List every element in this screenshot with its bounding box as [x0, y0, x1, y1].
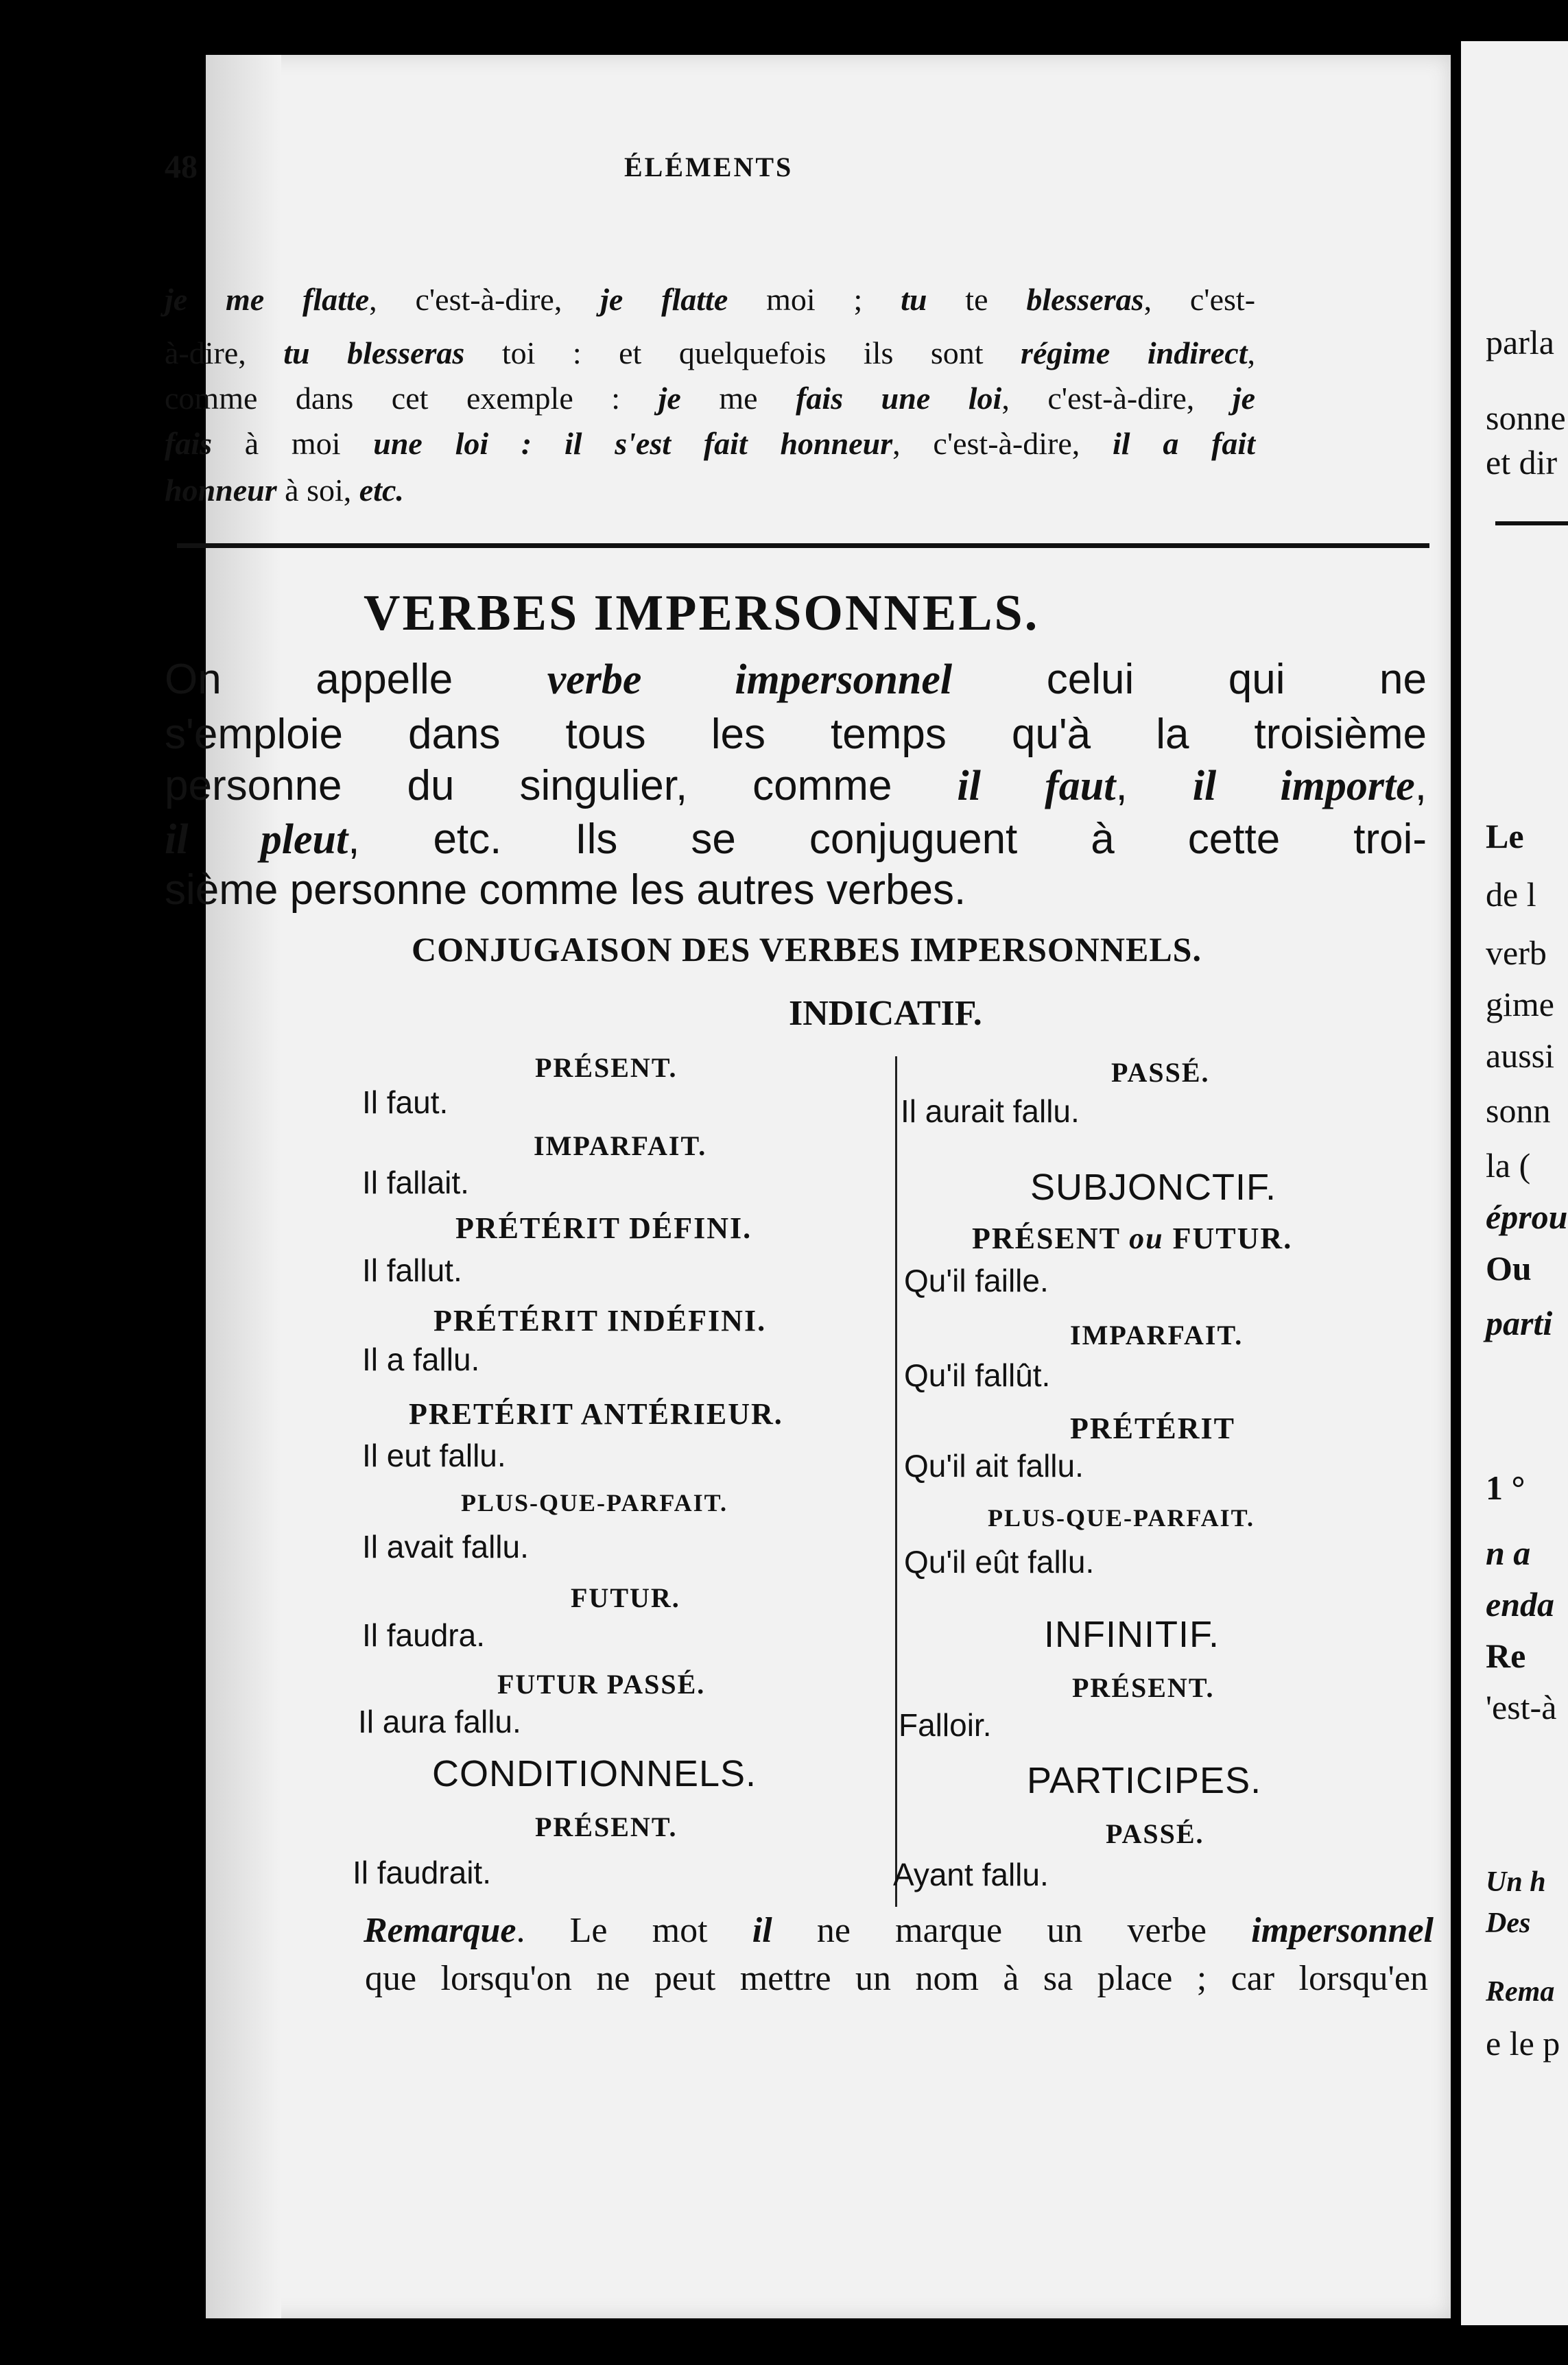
intro-line-3: comme dans cet exemple : je me fais une loi, c'est-à-dire, je — [165, 381, 1255, 416]
form-cond-present: Il faudrait. — [353, 1855, 491, 1890]
facing-fragment: parti — [1486, 1304, 1553, 1342]
form-subj-present: Qu'il faille. — [904, 1263, 1049, 1298]
page-number: 48 — [165, 149, 198, 185]
indicatif-heading: INDICATIF. — [789, 994, 982, 1033]
form-subj-pqp: Qu'il eût fallu. — [904, 1544, 1095, 1580]
intro-line-5: honneur à soi, etc. — [165, 473, 404, 508]
subjonctif-heading: SUBJONCTIF. — [1030, 1167, 1277, 1208]
intro-line-1: je me flatte, c'est-à-dire, je flatte moi ; tu te blesseras, c'est- — [165, 282, 1256, 317]
form-futur-passe: Il aura fallu. — [358, 1704, 521, 1739]
tense-futur-passe: FUTUR PASSÉ. — [497, 1669, 706, 1700]
facing-fragment: gime — [1486, 985, 1554, 1023]
form-infinitif: Falloir. — [899, 1707, 992, 1743]
form-present: Il faut. — [362, 1084, 449, 1120]
form-participe: Ayant fallu. — [893, 1857, 1049, 1892]
subj-present-head: PRÉSENT ou FUTUR. — [972, 1222, 1293, 1255]
conditionnels-heading: CONDITIONNELS. — [432, 1753, 757, 1794]
tense-preterit-defini: PRÉTÉRIT DÉFINI. — [455, 1211, 752, 1245]
facing-fragment: 1 ° — [1486, 1469, 1525, 1507]
section-para-line-3: personne du singulier, comme il faut, il importe, — [165, 762, 1427, 809]
form-subj-imparfait: Qu'il fallût. — [904, 1357, 1051, 1393]
tense-imparfait: IMPARFAIT. — [534, 1130, 707, 1161]
facing-page — [1461, 41, 1568, 2325]
section-para-line-5: sième personne comme les autres verbes. — [165, 866, 966, 914]
intro-line-2: à-dire, tu blesseras toi : et quelquefois ils sont régime indirect, — [165, 335, 1255, 370]
facing-fragment: sonn — [1486, 1091, 1551, 1130]
facing-fragment: 'est-à — [1486, 1688, 1557, 1726]
column-divider — [895, 1056, 897, 1907]
section-para-line-4: il pleut, etc. Ils se conjuguent à cette troi- — [165, 816, 1427, 863]
tense-plus-que-parfait: PLUS-QUE-PARFAIT. — [461, 1489, 728, 1517]
facing-fragment: parla — [1486, 323, 1554, 361]
running-head: ÉLÉMENTS — [624, 152, 794, 182]
subj-preterit-head: PRÉTÉRIT — [1070, 1412, 1235, 1445]
facing-fragment: e le p — [1486, 2024, 1560, 2063]
section-para-line-2: s'emploie dans tous les temps qu'à la troisième — [165, 711, 1427, 758]
part-passe-head: PASSÉ. — [1106, 1818, 1204, 1849]
tense-preterit-indefini: PRÉTÉRIT INDÉFINI. — [433, 1304, 767, 1338]
facing-fragment: verb — [1486, 934, 1547, 972]
facing-fragment: Re — [1486, 1637, 1526, 1675]
section-title: VERBES IMPERSONNELS. — [364, 585, 1040, 641]
form-cond-passe: Il aurait fallu. — [901, 1093, 1080, 1129]
facing-fragment: de l — [1486, 875, 1536, 914]
participes-heading: PARTICIPES. — [1027, 1760, 1262, 1801]
facing-fragment: Un h — [1486, 1866, 1546, 1898]
facing-fragment: Des — [1486, 1908, 1531, 1939]
facing-fragment: aussi — [1486, 1036, 1554, 1075]
form-plus-que-parfait: Il avait fallu. — [362, 1529, 529, 1565]
facing-fragment: Le — [1486, 817, 1524, 855]
subj-imparfait-head: IMPARFAIT. — [1070, 1320, 1244, 1351]
form-subj-preterit: Qu'il ait fallu. — [904, 1448, 1084, 1484]
subj-pqp-head: PLUS-QUE-PARFAIT. — [988, 1504, 1255, 1532]
facing-fragment: Ou — [1486, 1249, 1532, 1287]
form-futur: Il faudra. — [362, 1617, 485, 1653]
tense-preterit-anterieur: PRETÉRIT ANTÉRIEUR. — [409, 1397, 783, 1431]
inf-present-head: PRÉSENT. — [1072, 1672, 1215, 1703]
facing-fragment: n a — [1486, 1534, 1531, 1572]
remark-line-2: que lorsqu'on ne peut mettre un nom à sa place ; car lorsqu'en — [365, 1959, 1428, 1998]
intro-line-4: fais à moi une loi : il s'est fait honneur, c'est-à-dire, il a fait — [165, 426, 1255, 461]
facing-fragment: enda — [1486, 1585, 1554, 1624]
facing-rule — [1495, 521, 1568, 525]
form-preterit-anterieur: Il eut fallu. — [362, 1438, 506, 1473]
tense-present: PRÉSENT. — [535, 1052, 678, 1083]
section-para-line-1: On appelle verbe impersonnel celui qui ne — [165, 656, 1427, 703]
facing-fragment: sonne — [1486, 399, 1566, 437]
conjugation-title: CONJUGAISON DES VERBES IMPERSONNELS. — [412, 930, 1202, 968]
tense-futur: FUTUR. — [571, 1582, 680, 1613]
cond-passe-head: PASSÉ. — [1111, 1057, 1210, 1088]
form-preterit-indefini: Il a fallu. — [362, 1342, 480, 1377]
section-rule — [177, 543, 1429, 548]
facing-fragment: éprou — [1486, 1198, 1568, 1236]
facing-fragment: la ( — [1486, 1146, 1531, 1185]
facing-fragment: et dir — [1486, 443, 1558, 482]
cond-present-head: PRÉSENT. — [535, 1811, 678, 1842]
facing-fragment: Rema — [1486, 1976, 1555, 2008]
infinitif-heading: INFINITIF. — [1044, 1614, 1220, 1655]
remark-line-1: Remarque. Le mot il ne marque un verbe impersonnel — [364, 1911, 1434, 1950]
form-preterit-defini: Il fallut. — [362, 1252, 462, 1288]
form-imparfait: Il fallait. — [362, 1165, 469, 1200]
